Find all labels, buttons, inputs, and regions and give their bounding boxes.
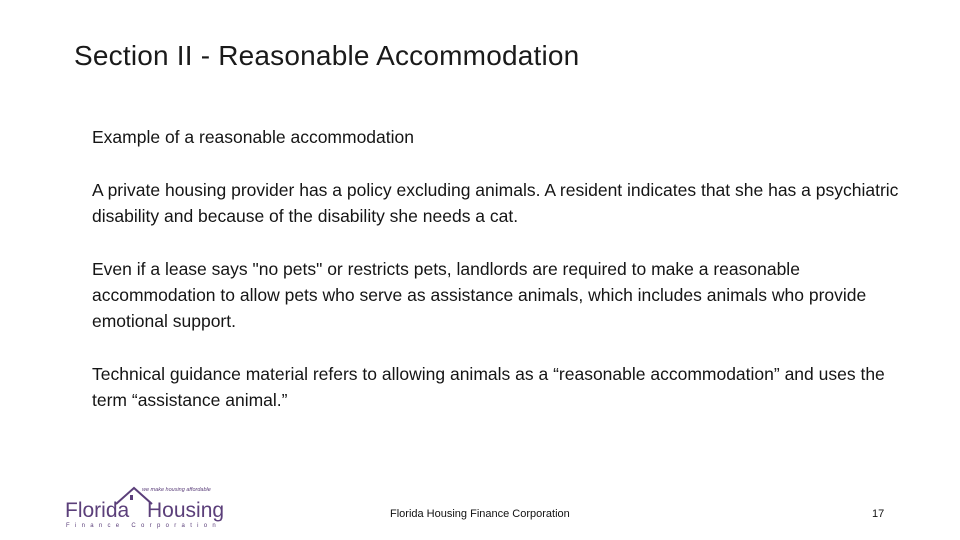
florida-housing-logo — [64, 482, 239, 530]
paragraph-example-scenario: A private housing provider has a policy excluding animals. A resident indicates that she has a psychiatric disability and because of the disability she needs a cat. — [92, 180, 899, 226]
logo-word-florida: Florida — [65, 499, 130, 522]
paragraph-lease-pets: Even if a lease says "no pets" or restricts pets, landlords are required to make a reasonable accommodation to allow pets who serve as assistance animals, which includes animals who provide emotional support. — [92, 259, 867, 331]
logo-subtitle: Finance Corporation — [66, 523, 222, 529]
page-number: 17 — [872, 508, 885, 520]
paragraph-example-heading: Example of a reasonable accommodation — [92, 127, 414, 147]
slide-body — [92, 124, 912, 440]
logo-tagline: we make housing affordable — [142, 487, 211, 493]
paragraph-technical-guidance: Technical guidance material refers to allowing animals as a “reasonable accommodation” and uses the term “assistance animal.” — [92, 364, 885, 410]
slide-title: Section II - Reasonable Accommodation — [74, 40, 580, 71]
logo-word-housing: Housing — [147, 499, 225, 522]
footer-organization: Florida Housing Finance Corporation — [390, 508, 570, 520]
